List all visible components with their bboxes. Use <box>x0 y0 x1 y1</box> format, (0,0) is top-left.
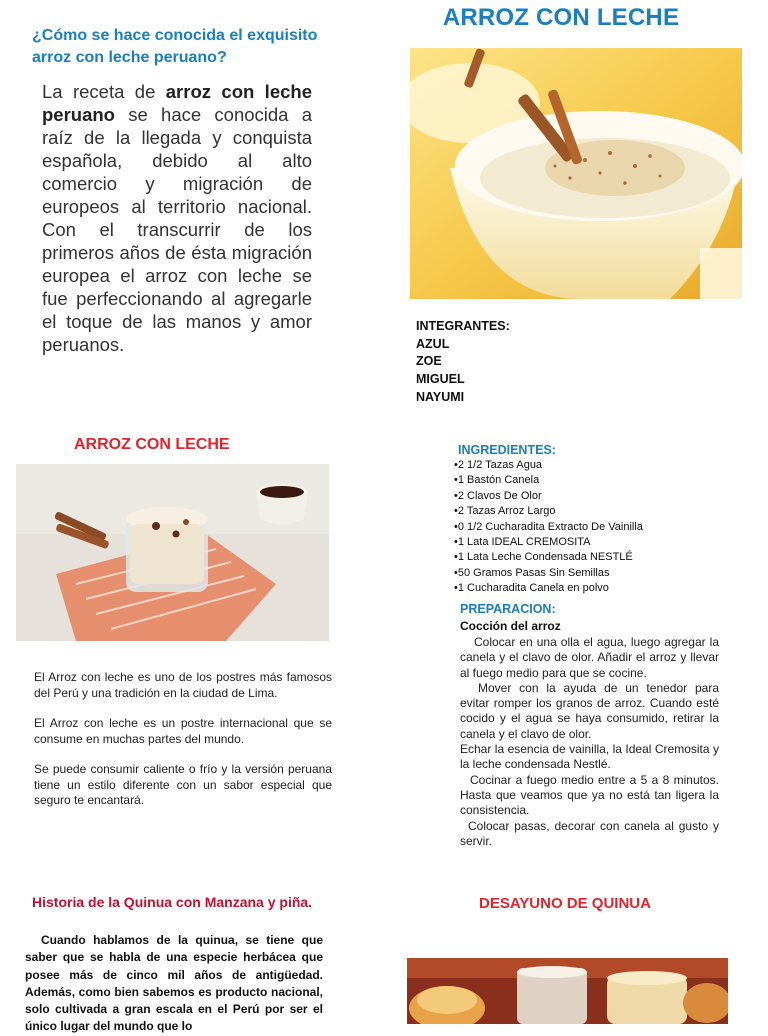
ingredient-item: •1 Bastón Canela <box>454 474 540 487</box>
preparation-steps <box>460 635 719 849</box>
ingredient-item: •1 Cucharadita Canela en polvo <box>454 582 609 595</box>
rice-pudding-photo <box>410 48 742 299</box>
members-label: INTEGRANTES: <box>416 319 510 333</box>
rice-pudding-jar-photo <box>16 464 329 641</box>
description-paragraph: El Arroz con leche es un postre internacional que se consume en muchas partes del mundo. <box>34 716 332 746</box>
member-name: AZUL <box>416 336 450 351</box>
member-name: MIGUEL <box>416 372 465 387</box>
description-paragraph: El Arroz con leche es uno de los postres más famosos del Perú y una tradición en la ciudad de Lima. <box>34 670 332 700</box>
section-title-arroz: ARROZ CON LECHE <box>74 436 230 453</box>
question-title: ¿Cómo se hace conocida el exquisito arroz con leche peruano? <box>32 27 318 66</box>
history-title: Historia de la Quinua con Manzana y piña. <box>32 894 313 910</box>
history-text: Cuando hablamos de la quinua, se tiene que saber que se habla de una especie herbácea que posee más de cinco mil años de antigüedad. Además, como bien sabemos es producto nacional, solo cultivada a gran escala en el Perú por ser el único lugar del mundo que lo <box>25 933 323 1034</box>
preparation-subtitle: Cocción del arroz <box>460 619 561 633</box>
preparation-title: PREPARACION: <box>460 602 556 616</box>
intro-prefix: La receta de <box>42 81 166 102</box>
intro-bold: arroz con leche peruano <box>42 81 312 125</box>
preparation-step: Mover con la ayuda de un tenedor para evitar romper los granos de arroz. Cuando esté cocido y el agua se haya consumido, retirar la canela y el clavo de olor. <box>460 680 719 741</box>
quinoa-breakfast-photo <box>407 958 728 1024</box>
preparation-step: Colocar pasas, decorar con canela al gusto y servir. <box>460 818 719 848</box>
ingredient-item: •2 Tazas Arroz Largo <box>454 505 556 518</box>
intro-rest: se hace conocida a raíz de la llegada y conquista española, debido al alto comercio y migración de europeos al territorio nacional. Con el transcurrir de los primeros años de ésta migración europea el arroz con leche se fue perfeccionando al agregarle el toque de las manos y amor peruanos. <box>42 104 312 355</box>
main-title: ARROZ CON LECHE <box>442 4 680 31</box>
ingredient-item: •50 Gramos Pasas Sin Semillas <box>454 566 610 579</box>
ingredient-item: •0 1/2 Cucharadita Extracto De Vainilla <box>454 520 643 533</box>
preparation-step: Echar la esencia de vainilla, la Ideal Cremosita y la leche condensada Nestlé. <box>460 742 719 772</box>
preparation-step: Colocar en una olla el agua, luego agregar la canela y el clavo de olor. Añadir el arroz y llevar al fuego medio para que se cocine. <box>460 635 719 680</box>
ingredient-item: •1 Lata Leche Condensada NESTLÉ <box>454 551 633 564</box>
member-name: ZOE <box>416 354 442 369</box>
ingredient-item: •2 Clavos De Olor <box>454 489 542 502</box>
ingredients-title: INGREDIENTES: <box>458 443 556 457</box>
description-paragraph: Se puede consumir caliente o frío y la versión peruana tiene un estilo diferente con un sabor especial que seguro te encantará. <box>34 762 332 807</box>
member-name: NAYUMI <box>416 389 465 404</box>
description-block <box>34 670 332 824</box>
intro-paragraph <box>42 80 312 356</box>
ingredient-item: •2 1/2 Tazas Agua <box>454 459 543 471</box>
breakfast-title: DESAYUNO DE QUINUA <box>479 895 651 912</box>
members-block <box>416 318 510 407</box>
ingredients-list <box>454 458 643 597</box>
preparation-step: Cocinar a fuego medio entre a 5 a 8 minutos. Hasta que veamos que ya no está tan ligera la consistencia. <box>460 772 719 818</box>
ingredient-item: •1 Lata IDEAL CREMOSITA <box>454 536 591 549</box>
